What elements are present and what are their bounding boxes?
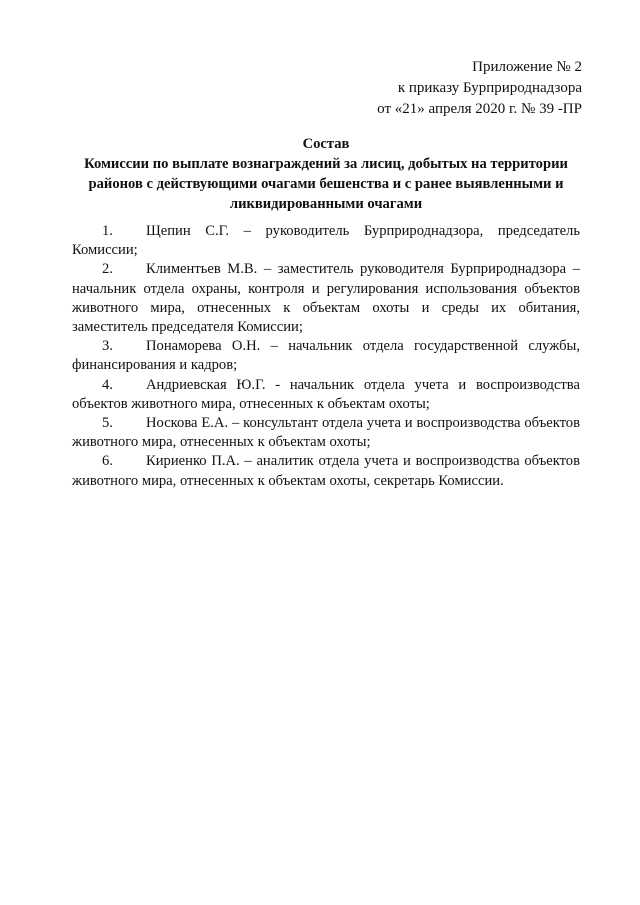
list-item [72,222,580,260]
appendix-number: Приложение № 2 [472,59,582,75]
list-item [72,337,580,375]
list-item [72,452,580,490]
list-item-text: Андриевская Ю.Г. - начальник отдела учета и воспроизводства объектов животного мира, отнесенных к объектам охоты; [72,376,580,412]
list-item [72,414,580,452]
document-title [60,134,592,214]
title-line: районов с действующими очагами бешенства и с ранее выявленными и [88,176,564,192]
list-item-text: Щепин С.Г. – руководитель Бурприроднадзора, председатель Комиссии; [72,223,580,259]
list-item-number: 1. [102,223,113,239]
list-item-text: Носкова Е.А. – консультант отдела учета и воспроизводства объектов животного мира, отнесенных к объектам охоты; [72,415,580,451]
list-item-text: Понаморева О.Н. – начальник отдела государственной службы, финансирования и кадров; [72,338,580,374]
list-item-number: 6. [102,453,113,470]
list-item-number: 5. [102,415,113,432]
appendix-order-ref: к приказу Бурприроднадзора [397,80,582,96]
title-line: Комиссии по выплате вознаграждений за лисиц, добытых на территории [84,156,568,172]
list-item-number: 3. [102,338,113,355]
appendix-header [377,57,582,120]
list-item-text: Климентьев М.В. – заместитель руководителя Бурприроднадзора – начальник отдела охраны, контроля и регулирования использования объектов животного мира, отнесенных к объектам охоты и среды их обитания, заместитель председателя Комиссии; [72,261,580,336]
title-heading: Состав [302,136,350,152]
list-item-number: 2. [102,261,113,278]
commission-members-list [72,222,580,491]
list-item [72,260,580,337]
list-item [72,376,580,414]
list-item-text: Кириенко П.А. – аналитик отдела учета и воспроизводства объектов животного мира, отнесенных к объектам охоты, секретарь Комиссии. [72,453,580,489]
appendix-order-date: от «21» апреля 2020 г. № 39 -ПР [377,101,582,117]
title-line: ликвидированными очагами [229,196,423,212]
list-item-number: 4. [102,376,113,393]
